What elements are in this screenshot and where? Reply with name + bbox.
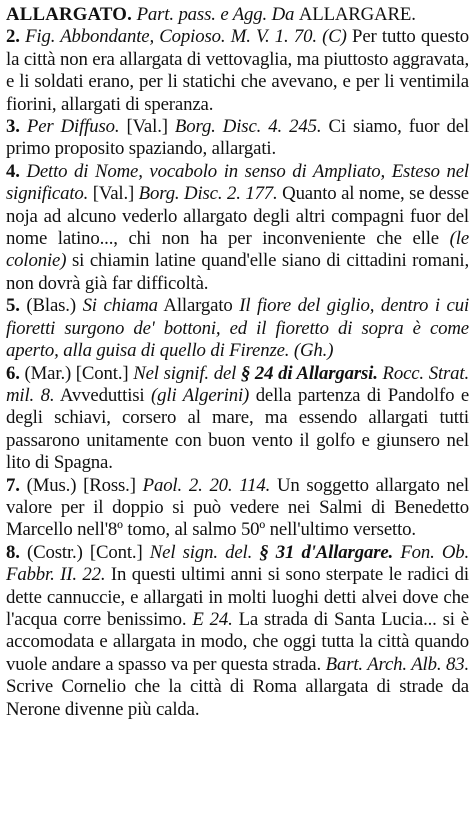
gloss: (le colonie) [6,228,470,272]
cross-reference: § 31 d'Allargare. [259,541,394,563]
citation: Fon. Ob. Fabbr. II. 22. [6,541,470,586]
citation: Paol. 2. 20. 114. [142,474,271,496]
domain-tag: (Costr.) [Cont.] [27,541,143,563]
sense-number: 4. [6,160,20,182]
quotation-continued: della partenza di Pandolfo e degli schiavi, corsero al mare, ma essendo allargati tutti passarono unitamente con buon vento il golfo e giunsero nel lito di Spagna. [6,384,470,474]
sense-number: 2. [6,26,20,48]
citation-secondary: E 24. [192,608,233,630]
domain-tag: (Mus.) [Ross.] [26,474,136,496]
headword: ALLARGATO. [6,4,133,25]
part-of-speech: Part. pass. e Agg. [136,4,268,25]
definition: Il fiore del giglio, dentro i cui fioretti surgono de' bottoni, ed il fioretto di sopra è come aperto, alla guisa di quello di Firenze. (Gh.) [6,295,470,362]
quotation: Un soggetto allargato nel valore per il doppio si può vedere nei Salmi di Benedetto Marcello nell'8º tomo, al salmo 50º nell'ultimo versetto. [6,474,469,541]
citation: Borg. Disc. 4. 245. [174,116,322,138]
sense-7 [6,475,469,542]
sense-label: Fig. Abbondante, Copioso. [25,26,226,48]
entry-header [6,4,469,26]
quotation-continued: si chiamin latine quand'elle siano di cittadini romani, non dovrà già far difficoltà. [6,250,469,294]
domain-tag: (Blas.) [26,295,76,317]
quotation-secondary: La strada di Santa Lucia... si è accomodata e allargata in modo, che oggi tutta la città quando vuole andare a spasso va per questa strada. [6,608,469,675]
sense-label: Nel sign. del. [149,541,253,563]
editor-tag: [Val.] [92,183,135,205]
cross-reference: § 24 di Allargarsi. [240,362,378,384]
quotation-tertiary: Scrive Cornelio che la città di Roma allargata di strade da Nerone divenne più calda. [6,676,469,720]
sense-label: Per Diffuso. [26,116,120,138]
sense-3 [6,116,469,161]
sense-label: Si chiama [82,295,158,317]
sense-label: Detto di Nome, vocabolo in senso di Ampliato, Esteso nel significato. [6,160,469,205]
editor-tag: [Val.] [126,116,168,138]
gloss: (gli Algerini) [151,384,250,406]
sense-8 [6,542,469,721]
source-word: ALLARGARE. [298,4,416,25]
sense-number: 7. [6,474,20,496]
sense-number: 6. [6,362,20,384]
quotation: In questi ultimi anni si sono sterpate le radici di dette cannuccie, e allargati in molti luoghi detti alvei dove che l'acqua corre benissimo. [6,564,469,630]
derivation-prefix: Da [271,4,295,25]
quotation: Quanto al nome, se desse noja ad alcuno vederlo allargato degli altri compagni fuor del nome latino..., chi non ha per inconveniente che elle [6,183,469,250]
quotation: Avveduttisi [59,384,145,406]
citation: Borg. Disc. 2. 177. [138,183,278,205]
citation: M. V. 1. 70. (C) [230,26,347,48]
sense-5 [6,295,469,362]
headword-mention: Allargato [163,295,233,317]
sense-2 [6,26,469,116]
quotation: Per tutto questo la città non era allargata di vettovaglia, ma piuttosto aggravata, e li soldati erano, per li statichi che avevano, e per li ventimila fiorini, allargati di speranza. [6,26,470,115]
citation-tertiary: Bart. Arch. Alb. 83. [325,653,469,675]
domain-tag: (Mar.) [Cont.] [24,362,129,384]
citation: Rocc. Strat. mil. 8. [6,362,470,406]
sense-4 [6,161,469,295]
quotation: Ci siamo, fuor del primo proposito spaziando, allargati. [6,116,469,160]
sense-number: 8. [6,541,20,563]
sense-number: 5. [6,295,20,317]
sense-6 [6,363,469,475]
sense-number: 3. [6,116,20,138]
sense-label: Nel signif. del [133,362,237,384]
